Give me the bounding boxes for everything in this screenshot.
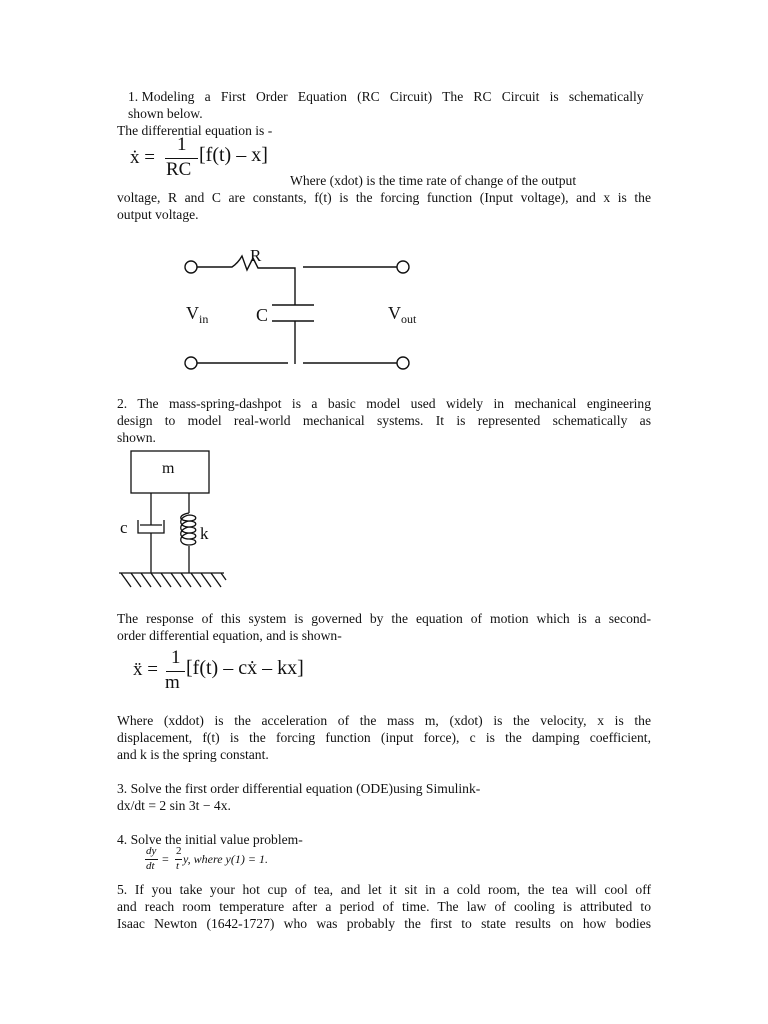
- s5-line-2: and reach room temperature after a period of time. The law of cooling is attributed to: [117, 899, 651, 914]
- rc-eq-num: 1: [177, 134, 187, 155]
- ivp-t: t: [176, 860, 180, 872]
- ivp-dt: dt: [146, 860, 155, 872]
- msd-eq-rhs: [f(t) – cẋ – kx]: [186, 657, 304, 679]
- rc-eq-lhs: ẋ =: [130, 147, 155, 168]
- vout-label: $V_{out}$: [388, 303, 417, 326]
- s2-line-8: and k is the spring constant.: [117, 747, 269, 762]
- ivp-equals: =: [162, 852, 169, 866]
- s2-line-5: order differential equation, and is shown-: [117, 628, 342, 643]
- rc-eq-den: RC: [166, 159, 192, 180]
- damper-label: c: [120, 518, 128, 537]
- s2-line-4: The response of this system is governed by the equation of motion which is a second-: [117, 611, 651, 626]
- ivp-two: 2: [176, 845, 182, 857]
- s3-line-1: 3. Solve the first order differential equation (ODE)using Simulink-: [117, 781, 481, 796]
- s1-line-3: The differential equation is -: [117, 123, 273, 138]
- vin-label: $V_{in}$: [186, 303, 209, 326]
- s1-line-5: voltage, R and C are constants, f(t) is the forcing function (Input voltage), and x is the: [117, 190, 651, 205]
- s4-line-1: 4. Solve the initial value problem-: [117, 832, 303, 847]
- capacitor-label: C: [256, 305, 269, 325]
- s1-line-4: Where (xdot) is the time rate of change of the output: [290, 173, 577, 188]
- msd-eq-den: m: [165, 672, 180, 693]
- s2-line-2: design to model real-world mechanical systems. It is represented schematically as: [117, 413, 651, 428]
- msd-eq-lhs: ẍ =: [133, 659, 158, 680]
- msd-eq-num: 1: [171, 647, 181, 668]
- s2-line-7: displacement, f(t) is the forcing function (input force), c is the damping coefficient,: [117, 730, 651, 745]
- rc-eq-rhs: [f(t) – x]: [199, 144, 268, 166]
- s1-line-6: output voltage.: [117, 207, 199, 222]
- s5-line-3: Isaac Newton (1642-1727) who was probably the first to state results on how bodies: [117, 916, 651, 931]
- s1-number: 1.: [128, 89, 139, 104]
- ivp-rest: y, where y(1) = 1.: [183, 852, 268, 866]
- mass-label: m: [162, 460, 175, 477]
- spring-label: k: [200, 524, 209, 543]
- s1-line-2: shown below.: [128, 106, 203, 121]
- s2-line-6: Where (xddot) is the acceleration of the mass m, (xdot) is the velocity, x is the: [117, 713, 651, 728]
- s3-line-2: dx/dt = 2 sin 3t − 4x.: [117, 798, 231, 813]
- resistor-label: R: [250, 246, 262, 265]
- s2-line-1: 2. The mass-spring-dashpot is a basic model used widely in mechanical engineering: [117, 396, 651, 411]
- s2-line-3: shown.: [117, 430, 156, 445]
- s5-line-1: 5. If you take your hot cup of tea, and let it sit in a cold room, the tea will cool off: [117, 882, 651, 897]
- ivp-dy: dy: [146, 845, 157, 857]
- s1-heading-text: Modeling a First Order Equation (RC Circuit) The RC Circuit is schematically: [141, 89, 644, 104]
